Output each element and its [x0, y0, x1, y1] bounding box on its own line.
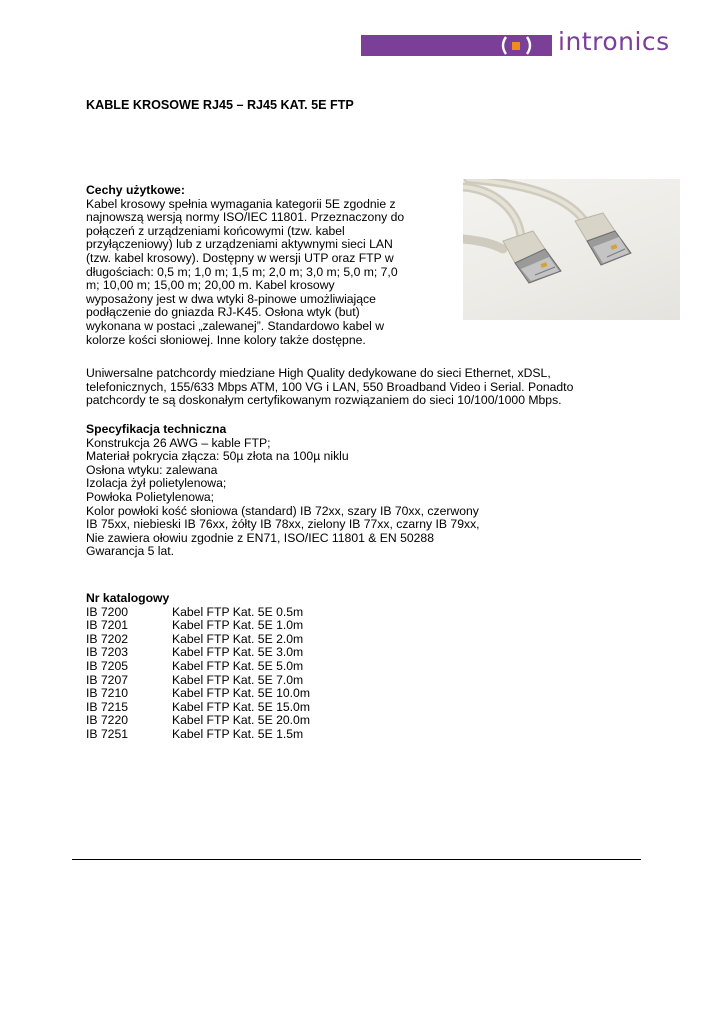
- catalog-code: IB 7210: [86, 686, 129, 701]
- catalog-heading: Nr katalogowy: [86, 591, 170, 605]
- catalog-row: [86, 701, 310, 715]
- text-line: m; 10,00 m; 15,00 m; 20,00 m. Kabel krosowy: [86, 278, 335, 293]
- catalog-row: [86, 619, 310, 633]
- catalog-product-name: Kabel FTP Kat. 5E 15.0m: [172, 699, 310, 714]
- catalog-code: IB 7215: [86, 699, 129, 714]
- catalog-row: [86, 674, 310, 688]
- catalog-code: IB 7201: [86, 618, 129, 633]
- catalog-product-name: Kabel FTP Kat. 5E 20.0m: [172, 713, 310, 728]
- catalog-code: IB 7205: [86, 658, 129, 673]
- text-line: patchcordy te są doskonałym certyfikowanym rozwiązaniem do sieci 10/100/1000 Mbps.: [86, 393, 562, 408]
- specification-heading: Specyfikacja techniczna: [86, 422, 227, 436]
- patch-cable-image: [463, 179, 680, 320]
- text-line: Konstrukcja 26 AWG – kable FTP;: [86, 435, 271, 450]
- text-line: Nie zawiera ołowiu zgodnie z EN71, ISO/IEC 11801 & EN 50288: [86, 530, 434, 545]
- catalog-code: IB 7200: [86, 604, 129, 619]
- footer-divider: [72, 859, 641, 860]
- catalog-row: [86, 646, 310, 660]
- text-line: wykonana w postaci „zalewanej”. Standardowo kabel w: [86, 318, 385, 333]
- catalog-row: [86, 633, 310, 647]
- text-line: najnowszą wersją normy ISO/IEC 11801. Przeznaczony do: [86, 210, 405, 225]
- product-photo: [463, 179, 680, 320]
- catalog-code: IB 7202: [86, 631, 129, 646]
- features-text: [86, 198, 404, 348]
- catalog-product-name: Kabel FTP Kat. 5E 1.0m: [172, 618, 304, 633]
- brand-logo: intronics: [552, 25, 676, 59]
- catalog-code: IB 7251: [86, 726, 129, 741]
- text-line: telefonicznych, 155/633 Mbps ATM, 100 VG i LAN, 550 Broadband Video i Serial. Ponadto: [86, 379, 574, 394]
- catalog-product-name: Kabel FTP Kat. 5E 1.5m: [172, 726, 304, 741]
- catalog-product-name: Kabel FTP Kat. 5E 0.5m: [172, 604, 304, 619]
- specification-section: [86, 423, 480, 559]
- text-line: Gwarancja 5 lat.: [86, 544, 175, 559]
- description-text: [86, 367, 573, 408]
- text-line: Izolacja żył polietylenowa;: [86, 476, 227, 491]
- catalog-product-name: Kabel FTP Kat. 5E 2.0m: [172, 631, 304, 646]
- text-line: połączeń z urządzeniami końcowymi (tzw. kabel: [86, 223, 345, 238]
- catalog-section: [86, 592, 310, 742]
- catalog-row: [86, 728, 310, 742]
- catalog-code: IB 7203: [86, 645, 129, 660]
- text-line: (tzw. kabel krosowy). Dostępny w wersji UTP oraz FTP w: [86, 250, 394, 265]
- catalog-product-name: Kabel FTP Kat. 5E 5.0m: [172, 658, 304, 673]
- catalog-row: [86, 687, 310, 701]
- text-line: kolorze kości słoniowej. Inne kolory także dostępne.: [86, 332, 366, 347]
- text-line: podłączenie do gniazda RJ-K45. Osłona wtyk (but): [86, 305, 360, 320]
- logo-mark-icon: [497, 35, 537, 56]
- text-line: Osłona wtyku: zalewana: [86, 462, 218, 477]
- text-line: IB 75xx, niebieski IB 76xx, żółty IB 78xx, zielony IB 77xx, czarny IB 79xx,: [86, 517, 480, 532]
- features-section: [86, 184, 404, 347]
- page-title: KABLE KROSOWE RJ45 – RJ45 KAT. 5E FTP: [86, 98, 354, 112]
- specification-text: [86, 437, 480, 559]
- text-line: długościach: 0,5 m; 1,0 m; 1,5 m; 2,0 m; 3,0 m; 5,0 m; 7,0: [86, 264, 398, 279]
- catalog-product-name: Kabel FTP Kat. 5E 3.0m: [172, 645, 304, 660]
- catalog-product-name: Kabel FTP Kat. 5E 7.0m: [172, 672, 304, 687]
- text-line: Materiał pokrycia złącza: 50µ złota na 100µ niklu: [86, 449, 349, 464]
- catalog-product-name: Kabel FTP Kat. 5E 10.0m: [172, 686, 310, 701]
- catalog-code: IB 7207: [86, 672, 129, 687]
- text-line: Powłoka Polietylenowa;: [86, 489, 215, 504]
- catalog-list: [86, 606, 310, 742]
- catalog-row: [86, 660, 310, 674]
- catalog-row: [86, 606, 310, 620]
- catalog-row: [86, 714, 310, 728]
- catalog-code: IB 7220: [86, 713, 129, 728]
- text-line: Kolor powłoki kość słoniowa (standard) IB 72xx, szary IB 70xx, czerwony: [86, 503, 479, 518]
- text-line: wyposażony jest w dwa wtyki 8-pinowe umożliwiające: [86, 291, 376, 306]
- text-line: Uniwersalne patchcordy miedziane High Quality dedykowane do sieci Ethernet, xDSL,: [86, 366, 551, 380]
- text-line: Kabel krosowy spełnia wymagania kategorii 5E zgodnie z: [86, 196, 396, 211]
- text-line: przyłączeniowy) lub z urządzeniami aktywnymi sieci LAN: [86, 237, 393, 252]
- features-heading: Cechy użytkowe:: [86, 183, 185, 197]
